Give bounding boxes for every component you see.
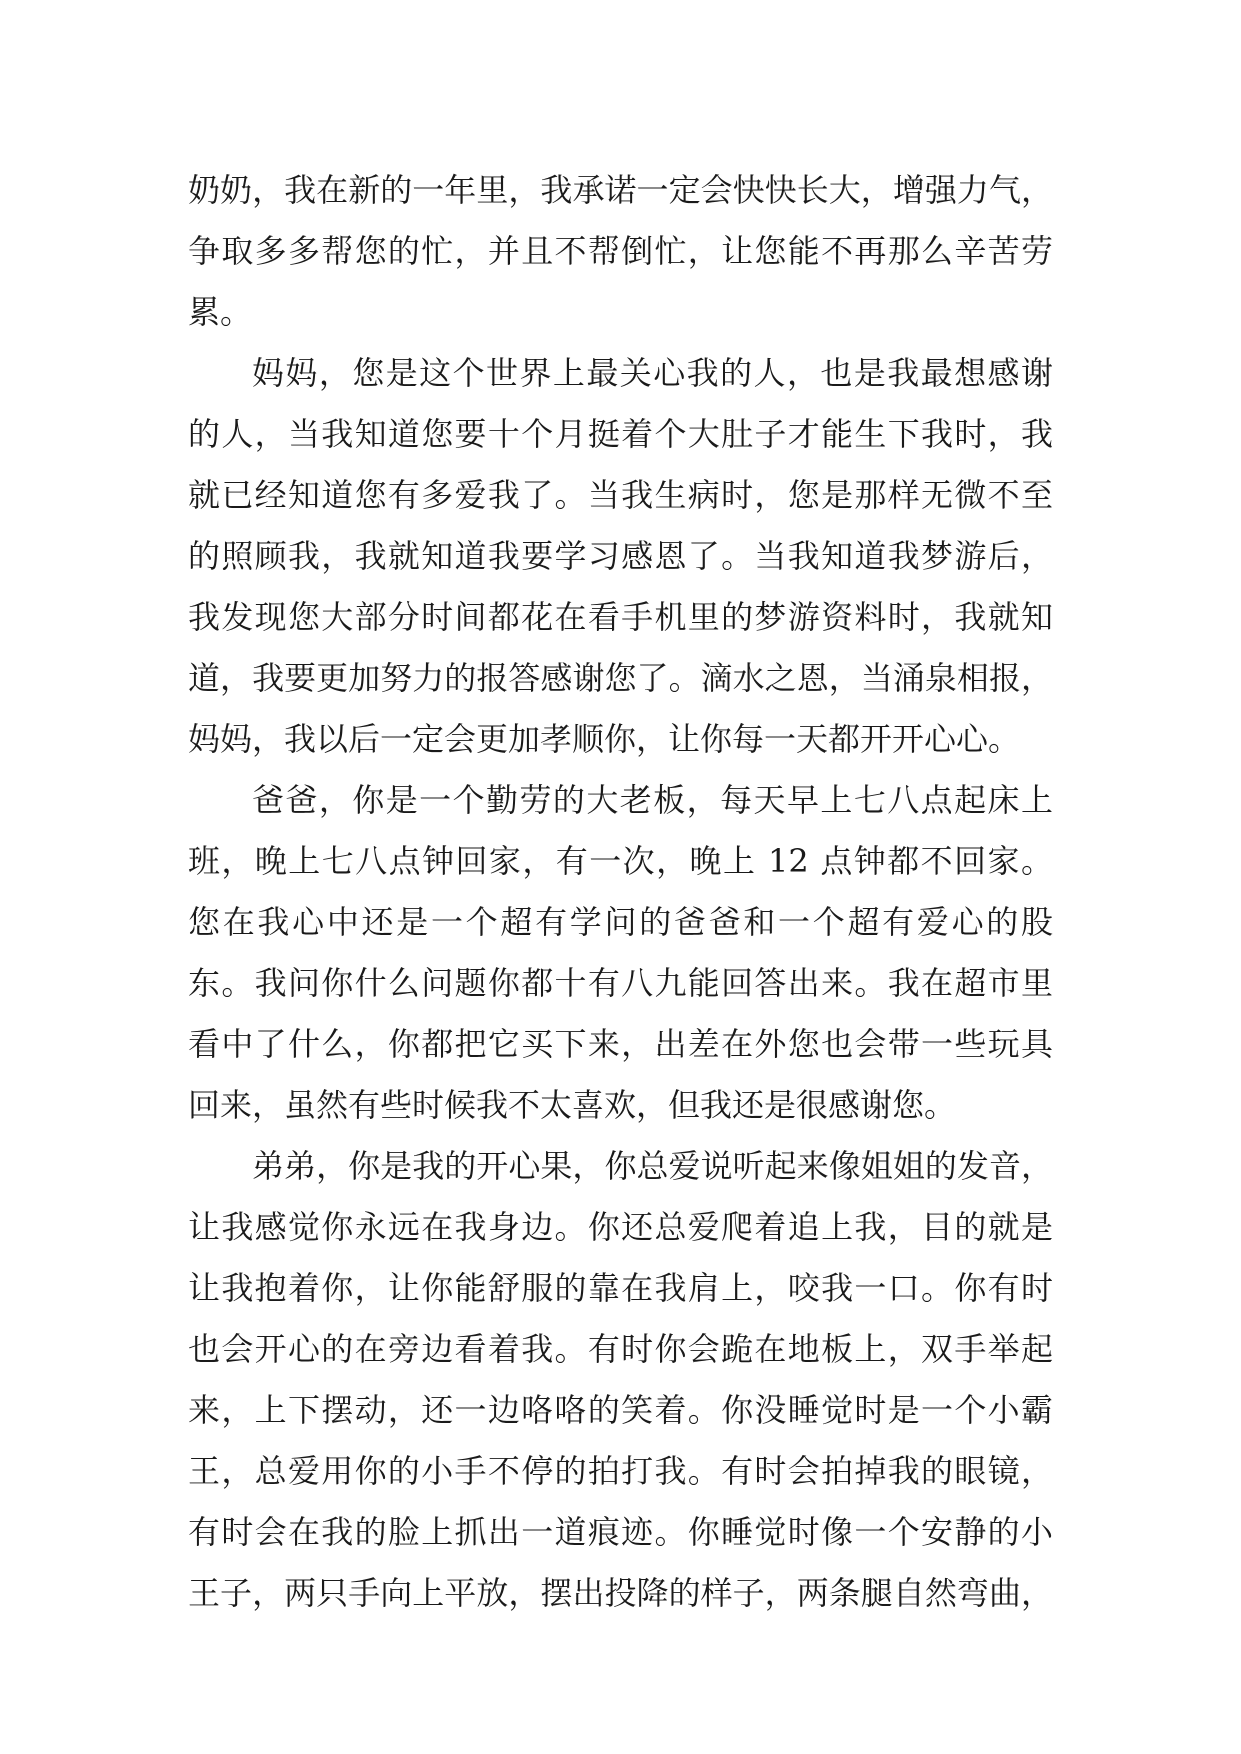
paragraph-1-line-1: 奶奶，我在新的一年里，我承诺一定会快快长大，增强力气， xyxy=(188,171,1053,209)
paragraph-2-line-2: 的人，当我知道您要十个月挺着个大肚子才能生下我时，我 xyxy=(188,415,1053,453)
paragraph-3-line-1: 爸爸，你是一个勤劳的大老板，每天早上七八点起床上 xyxy=(252,781,1053,819)
paragraph-2-line-1: 妈妈，您是这个世界上最关心我的人，也是我最想感谢 xyxy=(252,354,1053,392)
paragraph-4-line-4: 也会开心的在旁边看着我。有时你会跪在地板上，双手举起 xyxy=(188,1330,1053,1368)
paragraph-4-line-5: 来，上下摆动，还一边咯咯的笑着。你没睡觉时是一个小霸 xyxy=(188,1391,1053,1429)
paragraph-2-line-7: 妈妈，我以后一定会更加孝顺你，让你每一天都开开心心。 xyxy=(188,720,1021,758)
paragraph-2-line-5: 我发现您大部分时间都花在看手机里的梦游资料时，我就知 xyxy=(188,598,1053,636)
paragraph-4-line-6: 王，总爱用你的小手不停的拍打我。有时会拍掉我的眼镜， xyxy=(188,1452,1053,1490)
paragraph-4-line-8: 王子，两只手向上平放，摆出投降的样子，两条腿自然弯曲， xyxy=(188,1574,1053,1612)
paragraph-3-line-2: 班，晚上七八点钟回家，有一次，晚上 12 点钟都不回家。 xyxy=(188,842,1053,880)
paragraph-3-line-3: 您在我心中还是一个超有学问的爸爸和一个超有爱心的股 xyxy=(188,903,1053,941)
paragraph-2-line-4: 的照顾我，我就知道我要学习感恩了。当我知道我梦游后， xyxy=(188,537,1053,575)
paragraph-3-line-6: 回来，虽然有些时候我不太喜欢，但我还是很感谢您。 xyxy=(188,1086,957,1124)
paragraph-2-line-6: 道，我要更加努力的报答感谢您了。滴水之恩，当涌泉相报， xyxy=(188,659,1053,697)
paragraph-3-line-4: 东。我问你什么问题你都十有八九能回答出来。我在超市里 xyxy=(188,964,1053,1002)
paragraph-2-line-3: 就已经知道您有多爱我了。当我生病时，您是那样无微不至 xyxy=(188,476,1053,514)
paragraph-1-line-3: 累。 xyxy=(188,293,253,331)
paragraph-4-line-7: 有时会在我的脸上抓出一道痕迹。你睡觉时像一个安静的小 xyxy=(188,1513,1053,1551)
paragraph-1-line-2: 争取多多帮您的忙，并且不帮倒忙，让您能不再那么辛苦劳 xyxy=(188,232,1053,270)
body-text xyxy=(188,160,1053,1624)
paragraph-4-line-3: 让我抱着你，让你能舒服的靠在我肩上，咬我一口。你有时 xyxy=(188,1269,1053,1307)
paragraph-3-line-5: 看中了什么，你都把它买下来，出差在外您也会带一些玩具 xyxy=(188,1025,1053,1063)
paragraph-4-line-2: 让我感觉你永远在我身边。你还总爱爬着追上我，目的就是 xyxy=(188,1208,1053,1246)
paragraph-4-line-1: 弟弟，你是我的开心果，你总爱说听起来像姐姐的发音， xyxy=(252,1147,1053,1185)
